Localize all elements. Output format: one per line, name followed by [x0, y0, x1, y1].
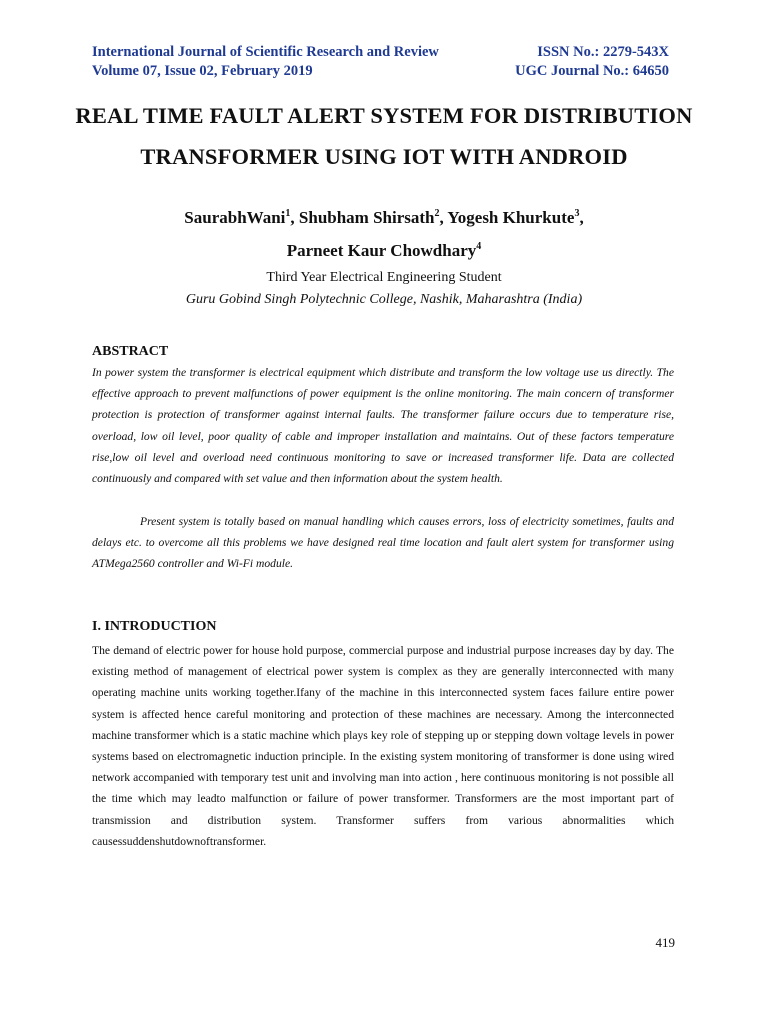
- author-affil-mark: 2: [434, 208, 440, 219]
- abstract-paragraph-1: In power system the transformer is electrical equipment which distribute and transform the low voltage use us directly. The effective approach to prevent malfunctions of power equipment is the online monitoring. The main concern of transformer protection is protection of transformer against internal faults. The transformer failure occurs due to temperature rise, overload, low oil level, poor quality of cable and improper installation and maintains. Out of these factors temperature rise,low oil level and overload need continuous monitoring to save or increased transformer life. Data are collected continuously and compared with set value and then information about the system health.: [92, 366, 674, 486]
- paper-title: REAL TIME FAULT ALERT SYSTEM FOR DISTRIBUTION TRANSFORMER USING IOT WITH ANDROID: [75, 103, 693, 169]
- author-role: Third Year Electrical Engineering Student: [266, 270, 502, 285]
- ugc-number: UGC Journal No.: 64650: [515, 63, 669, 79]
- author-affil-mark: 1: [285, 208, 291, 219]
- author-affil-mark: 3: [574, 208, 580, 219]
- author-name: Yogesh Khurkute: [447, 208, 575, 227]
- issn-number: ISSN No.: 2279-543X: [537, 44, 669, 60]
- author-name: Shubham Shirsath: [298, 208, 435, 227]
- abstract-paragraph-2: Present system is totally based on manual handling which causes errors, loss of electricity sometimes, faults and delays etc. to overcome all this problems we have designed real time location and fault alert system for transformer using ATMega2560 controller and Wi-Fi module.: [92, 515, 674, 571]
- author-separator: ,: [290, 208, 299, 227]
- author-name: Parneet Kaur Chowdhary: [286, 241, 477, 260]
- author-separator: ,: [579, 208, 584, 227]
- author-affil-mark: 4: [476, 241, 482, 252]
- author-separator: ,: [439, 208, 448, 227]
- page-number: 419: [655, 935, 675, 950]
- volume-issue: Volume 07, Issue 02, February 2019: [92, 63, 313, 79]
- author-line-1: [60, 208, 708, 228]
- author-name: SaurabhWani: [184, 208, 286, 227]
- abstract-heading: ABSTRACT: [92, 344, 169, 359]
- author-line-2: [60, 241, 708, 261]
- introduction-heading: I. INTRODUCTION: [92, 619, 217, 634]
- introduction-paragraph: The demand of electric power for house hold purpose, commercial purpose and industrial purpose increases day by day. The existing method of management of electrical power system is complex as they are generally interconnected with many operating machine units working together.Ifany of the machine in this interconnected system faces failure entire power system is affected hence careful monitoring and protection of these machines are necessary. Among the interconnected machine transformer which is a static machine which plays key role of stepping up or stepping down voltage levels in power systems based on electromagnetic induction principle. In the existing system monitoring of transformer is done using wired network accompanied with temporary test unit and involving man into action , here continuous monitoring is not possible all the time which may leadto malfunction or failure of power transformer. Transformers are the most important part of transmission and distribution system. Transformer suffers from various abnormalities which causessuddenshutdownoftransformer.: [92, 644, 674, 848]
- author-institution: Guru Gobind Singh Polytechnic College, Nashik, Maharashtra (India): [185, 292, 583, 307]
- journal-name: International Journal of Scientific Research and Review: [92, 44, 439, 60]
